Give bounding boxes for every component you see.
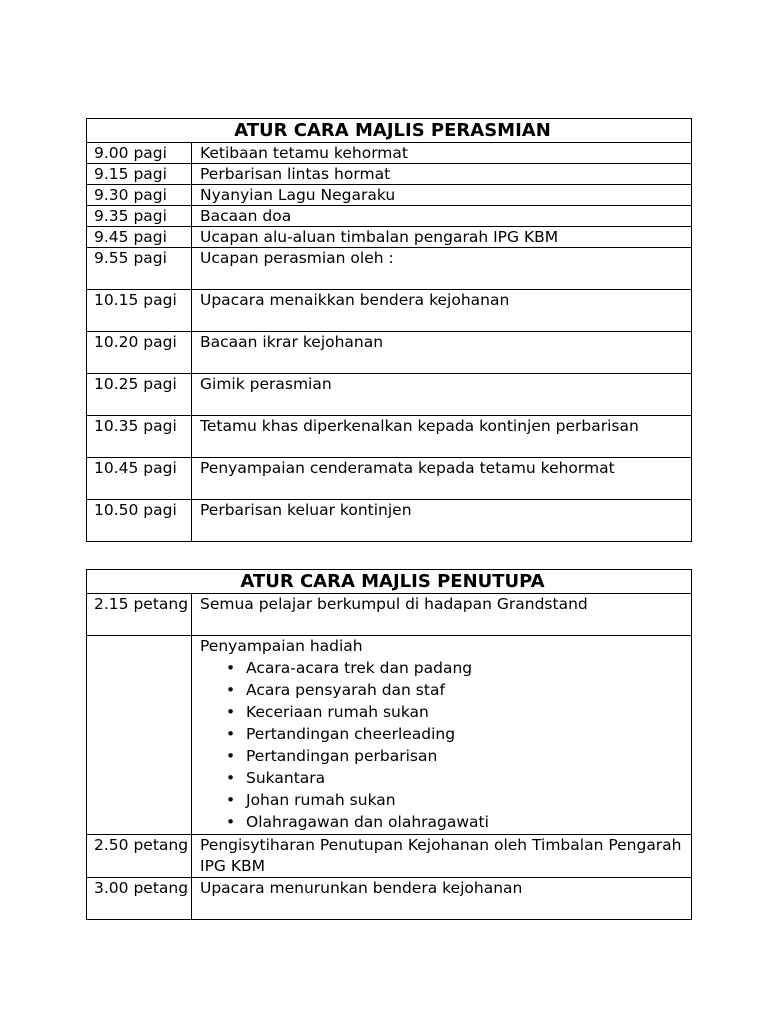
activity-cell: Ketibaan tetamu kehormat (192, 143, 692, 164)
closing-title: ATUR CARA MAJLIS PENUTUPA (87, 570, 692, 594)
time-cell: 9.55 pagi (87, 248, 192, 290)
activity-cell: Perbarisan lintas hormat (192, 164, 692, 185)
list-item: • Acara pensyarah dan staf (226, 679, 691, 701)
activity-cell: Semua pelajar berkumpul di hadapan Grandstand (192, 594, 692, 636)
time-cell: 2.15 petang (87, 594, 192, 636)
activity-cell: Tetamu khas diperkenalkan kepada kontinjen perbarisan (192, 416, 692, 458)
time-cell: 9.15 pagi (87, 164, 192, 185)
time-cell: 10.35 pagi (87, 416, 192, 458)
activity-cell: Bacaan doa (192, 206, 692, 227)
table-row (87, 206, 692, 227)
table-row (87, 332, 692, 374)
table-row (87, 143, 692, 164)
list-item: • Pertandingan perbarisan (226, 745, 691, 767)
activity-cell: Upacara menurunkan bendera kejohanan (192, 878, 692, 920)
table-row (87, 290, 692, 332)
activity-cell: Ucapan alu-aluan timbalan pengarah IPG KBM (192, 227, 692, 248)
table-row (87, 458, 692, 500)
opening-title: ATUR CARA MAJLIS PERASMIAN (87, 119, 692, 143)
activity-cell: Gimik perasmian (192, 374, 692, 416)
time-cell: 9.00 pagi (87, 143, 192, 164)
table-row (87, 835, 692, 878)
time-cell: 10.15 pagi (87, 290, 192, 332)
table-row (87, 878, 692, 920)
table-row (87, 416, 692, 458)
activity-cell: Perbarisan keluar kontinjen (192, 500, 692, 542)
opening-schedule-table (86, 118, 692, 542)
table-row (87, 248, 692, 290)
prizes-heading: Penyampaian hadiah (200, 637, 363, 655)
time-cell: 3.00 petang (87, 878, 192, 920)
table-row (87, 374, 692, 416)
table-row (87, 594, 692, 636)
time-cell: 10.20 pagi (87, 332, 192, 374)
table-row (87, 636, 692, 835)
activity-cell: Ucapan perasmian oleh : (192, 248, 692, 290)
time-cell: 9.30 pagi (87, 185, 192, 206)
time-cell: 10.25 pagi (87, 374, 192, 416)
list-item: • Sukantara (226, 767, 691, 789)
list-item: • Johan rumah sukan (226, 789, 691, 811)
list-item: • Olahragawan dan olahragawati (226, 811, 691, 833)
activity-cell: Nyanyian Lagu Negaraku (192, 185, 692, 206)
time-cell: 10.45 pagi (87, 458, 192, 500)
activity-cell: Bacaan ikrar kejohanan (192, 332, 692, 374)
time-cell: 2.50 petang (87, 835, 192, 878)
time-cell: 9.35 pagi (87, 206, 192, 227)
table-row (87, 185, 692, 206)
time-cell (87, 636, 192, 835)
list-item: • Acara-acara trek dan padang (226, 657, 691, 679)
activity-cell: Pengisytiharan Penutupan Kejohanan oleh Timbalan Pengarah IPG KBM (192, 835, 692, 878)
closing-schedule-table (86, 569, 692, 920)
table-row (87, 164, 692, 185)
activity-cell: Upacara menaikkan bendera kejohanan (192, 290, 692, 332)
list-item: • Keceriaan rumah sukan (226, 701, 691, 723)
list-item: • Pertandingan cheerleading (226, 723, 691, 745)
activity-cell (192, 636, 692, 835)
table-row (87, 500, 692, 542)
table-row (87, 227, 692, 248)
time-cell: 10.50 pagi (87, 500, 192, 542)
activity-cell: Penyampaian cenderamata kepada tetamu kehormat (192, 458, 692, 500)
prizes-list (200, 657, 691, 833)
time-cell: 9.45 pagi (87, 227, 192, 248)
